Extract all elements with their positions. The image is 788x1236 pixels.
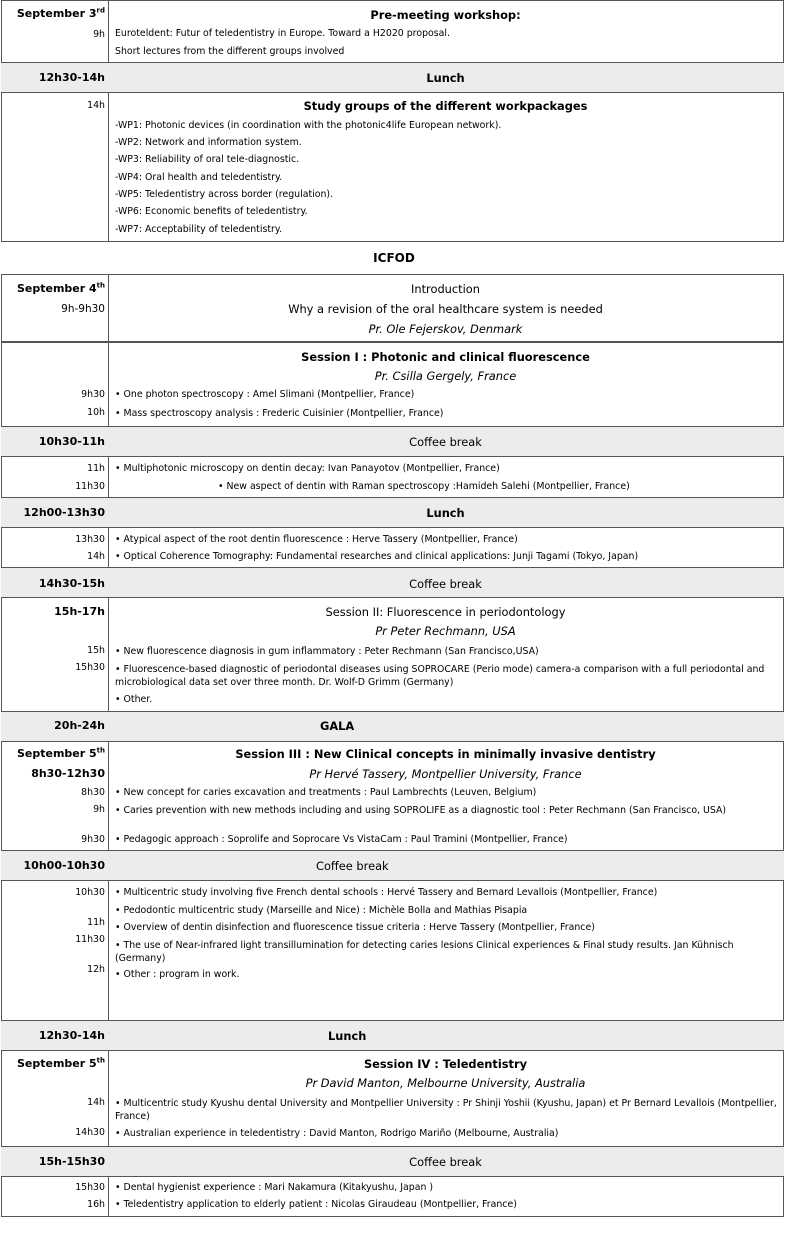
session4-title: Session IV : Teledentistry xyxy=(363,1057,528,1071)
talk-item: • Mass spectroscopy analysis : Frederic Cuisinier (Montpellier, France) xyxy=(115,408,444,419)
workpackage-item: -WP3: Reliability of oral tele-diagnostic. xyxy=(115,154,300,165)
gala-time: 20h-24h xyxy=(54,719,105,732)
session3-chair: Pr Hervé Tassery, Montpellier University, France xyxy=(309,767,582,781)
talk-time: 9h xyxy=(93,804,105,815)
talk-time: 11h30 xyxy=(75,481,105,492)
coffee-label: Coffee break xyxy=(409,435,482,449)
premeeting-title: Pre-meeting workshop: xyxy=(370,8,521,22)
talk-time: 16h xyxy=(87,1199,105,1210)
lunch-time: 12h00-13h30 xyxy=(23,506,105,519)
premeeting-line: Euroteldent: Futur of teledentistry in Europe. Toward a H2020 proposal. xyxy=(115,28,450,39)
talk-item: • New concept for caries excavation and treatments : Paul Lambrechts (Leuven, Belgium) xyxy=(115,787,537,798)
talk-item: • Australian experience in teledentistry : David Manton, Rodrigo Mariño (Melbourne, Australia) xyxy=(115,1128,559,1139)
talk-time: 14h xyxy=(87,1097,105,1108)
premeeting-date: September 3rd xyxy=(16,6,105,20)
study-time: 14h xyxy=(87,100,105,111)
coffee-label: Coffee break xyxy=(316,859,389,873)
workpackage-item: -WP4: Oral health and teledentistry. xyxy=(115,172,283,183)
lunch-label: Lunch xyxy=(426,506,465,520)
coffee-label: Coffee break xyxy=(409,577,482,591)
workpackage-item: -WP1: Photonic devices (in coordination with the photonic4life European network). xyxy=(115,120,502,131)
workpackage-item: -WP7: Acceptability of teledentistry. xyxy=(115,224,283,235)
session1-chair: Pr. Csilla Gergely, France xyxy=(374,369,517,383)
coffee-time: 10h30-11h xyxy=(38,435,105,448)
intro-subtitle: Why a revision of the oral healthcare system is needed xyxy=(288,302,603,316)
workpackage-item: -WP6: Economic benefits of teledentistry. xyxy=(115,206,308,217)
talk-item: • Caries prevention with new methods including and using SOPROLIFE as a diagnostic tool : Peter Rechmann (San Francisco, USA) xyxy=(115,805,727,816)
study-block xyxy=(1,92,784,242)
session3-time: 8h30-12h30 xyxy=(31,767,105,780)
gala-bar xyxy=(1,712,784,741)
talk-item: • Multiphotonic microscopy on dentin decay: Ivan Panayotov (Montpellier, France) xyxy=(115,463,500,474)
premeeting-time: 9h xyxy=(93,29,105,40)
talk-time: 10h xyxy=(87,407,105,418)
session4-chair: Pr David Manton, Melbourne University, Australia xyxy=(305,1076,586,1090)
study-title: Study groups of the different workpackages xyxy=(303,99,588,113)
session2-time: 15h-17h xyxy=(54,605,105,618)
intro-date: September 4th xyxy=(16,281,105,295)
coffee-bar xyxy=(1,851,784,880)
talk-time: 14h30 xyxy=(75,1127,105,1138)
talk-item: • Other. xyxy=(115,694,153,705)
gala-label: GALA xyxy=(320,719,355,733)
coffee-time: 14h30-15h xyxy=(38,577,105,590)
premeeting-line: Short lectures from the different groups involved xyxy=(115,46,345,57)
talk-item: • New aspect of dentin with Raman spectroscopy :Hamideh Salehi (Montpellier, France) xyxy=(218,481,630,492)
talk-time: 11h30 xyxy=(75,934,105,945)
talk-item: • Teledentistry application to elderly patient : Nicolas Giraudeau (Montpellier, France) xyxy=(115,1199,517,1210)
coffee-label: Coffee break xyxy=(409,1155,482,1169)
session4-date: September 5th xyxy=(16,1056,105,1070)
lunch-bar xyxy=(1,1021,784,1050)
talk-time: 15h30 xyxy=(75,662,105,673)
talk-item: • Multicentric study Kyushu dental University and Montpellier University : Pr Shinji Yoshii (Kyushu, Japan) et Pr Bernard Levallois (Montpellier, France) xyxy=(115,1098,777,1122)
talk-item: • Other : program in work. xyxy=(115,969,240,980)
talk-item: • Fluorescence-based diagnostic of periodontal diseases using SOPROCARE (Perio mode) camera-a comparison with a full periodontal and microbiological data set over three month. Dr. Wolf-D Grimm (Germany) xyxy=(115,664,765,688)
talk-item: • Optical Coherence Tomography: Fundamental researches and clinical applications: Junji Tagami (Tokyo, Japan) xyxy=(115,551,639,562)
talk-time: 9h30 xyxy=(81,389,105,400)
lunch-time: 12h30-14h xyxy=(38,71,105,84)
lunch-label: Lunch xyxy=(426,71,465,85)
icfod-heading: ICFOD xyxy=(373,251,415,265)
talk-time: 15h30 xyxy=(75,1182,105,1193)
talk-time: 9h30 xyxy=(81,834,105,845)
talk-time: 13h30 xyxy=(75,534,105,545)
talk-item: • Multicentric study involving five French dental schools : Hervé Tassery and Bernard Levallois (Montpellier, France) xyxy=(115,887,658,898)
session2-chair: Pr Peter Rechmann, USA xyxy=(375,624,516,638)
talk-time: 12h xyxy=(87,964,105,975)
workpackage-item: -WP5: Teledentistry across border (regulation). xyxy=(115,189,334,200)
session2-title: Session II: Fluorescence in periodontology xyxy=(325,605,566,619)
coffee-time: 10h00-10h30 xyxy=(23,859,105,872)
session3-date: September 5th xyxy=(16,746,105,760)
session3-title: Session III : New Clinical concepts in minimally invasive dentistry xyxy=(235,747,656,761)
talk-item: • Pedagogic approach : Soprolife and Soprocare Vs VistaCam : Paul Tramini (Montpellier, France) xyxy=(115,834,568,845)
coffee-time: 15h-15h30 xyxy=(38,1155,105,1168)
talk-time: 10h30 xyxy=(75,887,105,898)
talk-time: 8h30 xyxy=(81,787,105,798)
talk-item: • Dental hygienist experience : Mari Nakamura (Kitakyushu, Japan ) xyxy=(115,1182,434,1193)
talk-item: • Pedodontic multicentric study (Marseille and Nice) : Michèle Bolla and Mathias Pisapia xyxy=(115,905,528,916)
workpackage-item: -WP2: Network and information system. xyxy=(115,137,302,148)
talk-item: • One photon spectroscopy : Amel Slimani (Montpellier, France) xyxy=(115,389,415,400)
talk-time: 11h xyxy=(87,917,105,928)
intro-time: 9h-9h30 xyxy=(61,303,105,315)
session1-title: Session I : Photonic and clinical fluorescence xyxy=(301,350,590,364)
talk-time: 11h xyxy=(87,463,105,474)
intro-speaker: Pr. Ole Fejerskov, Denmark xyxy=(368,322,523,336)
talk-item: • Atypical aspect of the root dentin fluorescence : Herve Tassery (Montpellier, France) xyxy=(115,534,518,545)
talk-time: 15h xyxy=(87,645,105,656)
intro-title: Introduction xyxy=(411,282,480,296)
lunch-label: Lunch xyxy=(328,1029,367,1043)
talk-item: • The use of Near-infrared light transillumination for detecting caries lesions Clinical experiences & Final study results. Jan Kühnisch (Germany) xyxy=(115,940,734,964)
talk-item: • New fluorescence diagnosis in gum inflammatory : Peter Rechmann (San Francisco,USA) xyxy=(115,646,539,657)
lunch-time: 12h30-14h xyxy=(38,1029,105,1042)
talk-time: 14h xyxy=(87,551,105,562)
talk-item: • Overview of dentin disinfection and fluorescence tissue criteria : Herve Tassery (Montpellier, France) xyxy=(115,922,595,933)
